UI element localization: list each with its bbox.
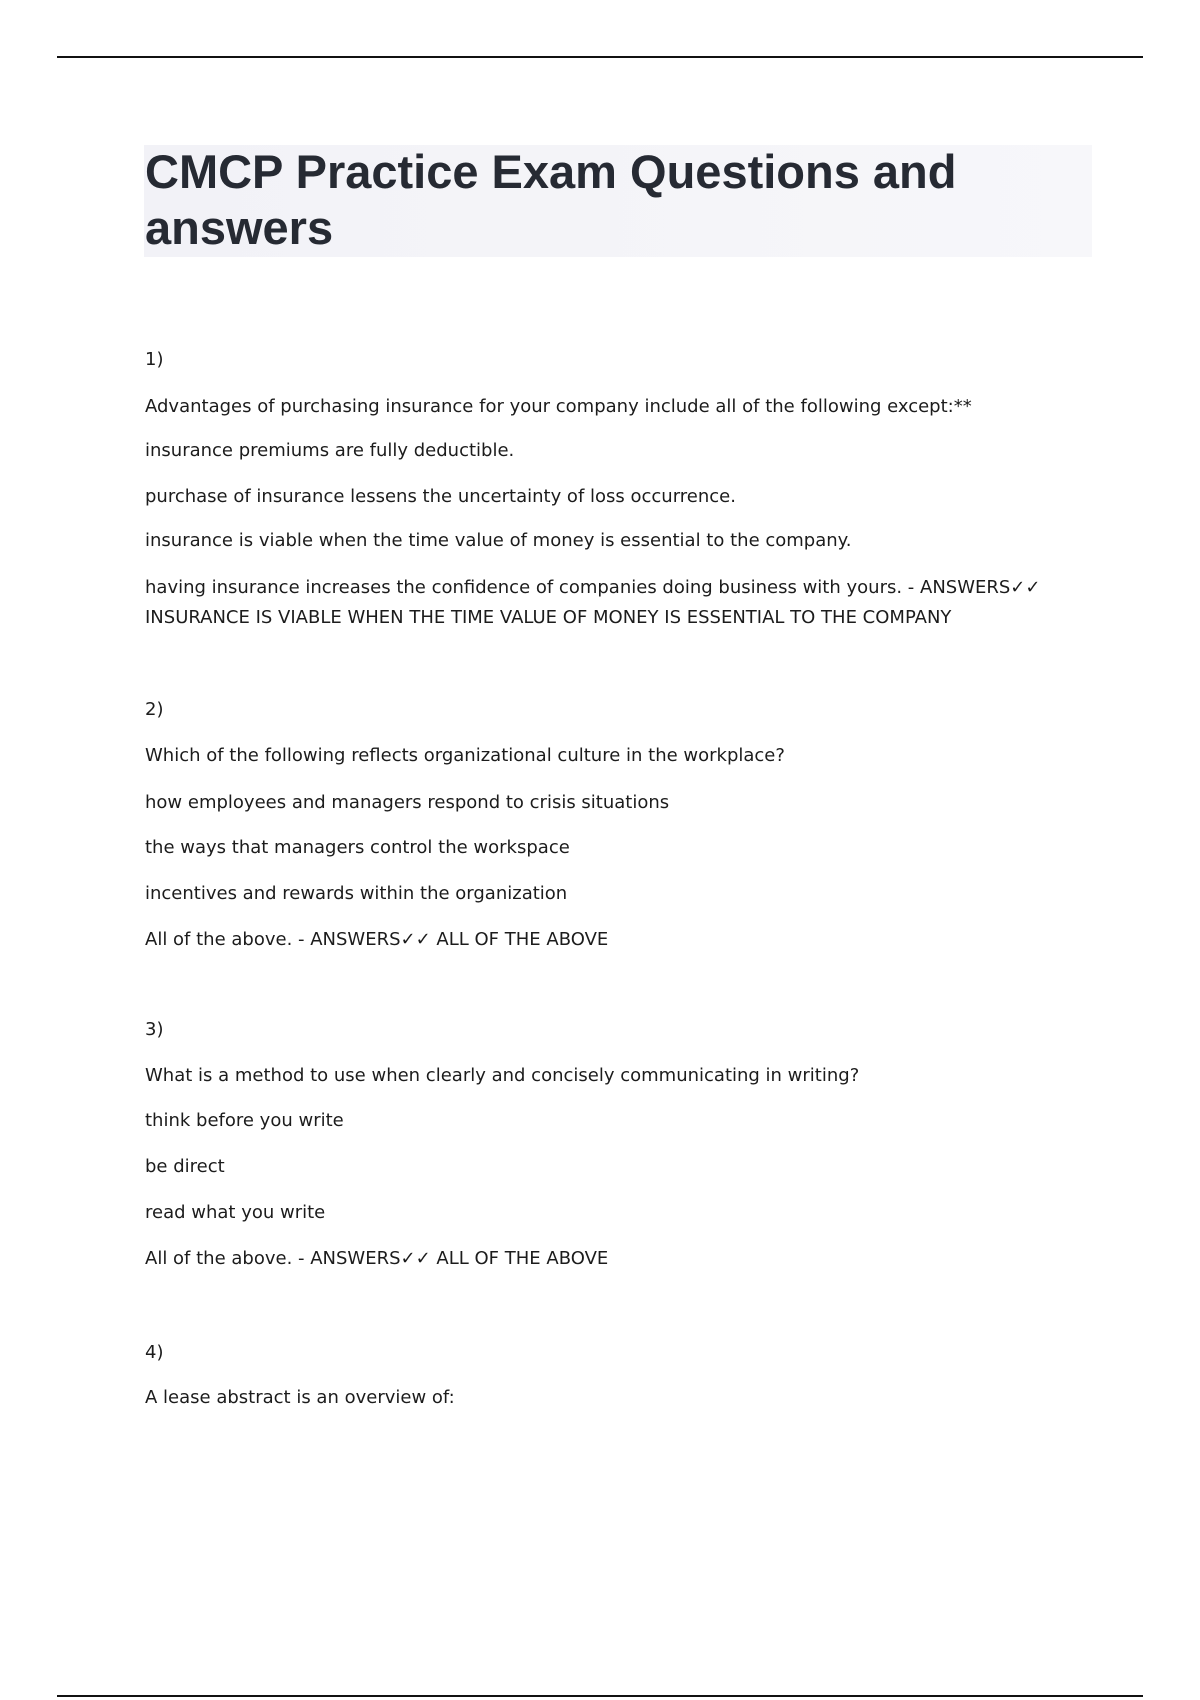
answer-option-with-answer: having insurance increases the confidence of companies doing business with yours. - ANSWERS✓✓ INSURANCE IS VIABLE WHEN THE TIME VALUE OF MONEY IS ESSENTIAL TO THE COMPANY [145, 577, 1041, 628]
question-number: 2) [145, 699, 164, 720]
question-number: 4) [145, 1342, 164, 1363]
answer-option-with-answer: All of the above. - ANSWERS✓✓ ALL OF THE ABOVE [145, 1248, 609, 1269]
answer-option: incentives and rewards within the organization [145, 883, 568, 904]
question-prompt: Advantages of purchasing insurance for your company include all of the following except:** [145, 396, 972, 417]
answer-option: insurance premiums are fully deductible. [145, 440, 515, 461]
question-number: 1) [145, 349, 164, 370]
question-prompt: Which of the following reflects organizational culture in the workplace? [145, 745, 785, 766]
answer-option: purchase of insurance lessens the uncertainty of loss occurrence. [145, 486, 736, 507]
answer-option: the ways that managers control the workspace [145, 837, 570, 858]
answer-option: be direct [145, 1156, 225, 1177]
answer-option: insurance is viable when the time value of money is essential to the company. [145, 530, 852, 551]
question-number: 3) [145, 1019, 164, 1040]
answer-option: how employees and managers respond to crisis situations [145, 792, 670, 813]
answer-option-with-answer: All of the above. - ANSWERS✓✓ ALL OF THE ABOVE [145, 929, 609, 950]
question-prompt: What is a method to use when clearly and concisely communicating in writing? [145, 1065, 860, 1086]
bottom-rule [57, 1695, 1143, 1697]
document-title: CMCP Practice Exam Questions and answers [145, 145, 957, 254]
answer-option: read what you write [145, 1202, 326, 1223]
top-rule [57, 56, 1143, 58]
question-prompt: A lease abstract is an overview of: [145, 1387, 455, 1408]
answer-option: think before you write [145, 1110, 344, 1131]
